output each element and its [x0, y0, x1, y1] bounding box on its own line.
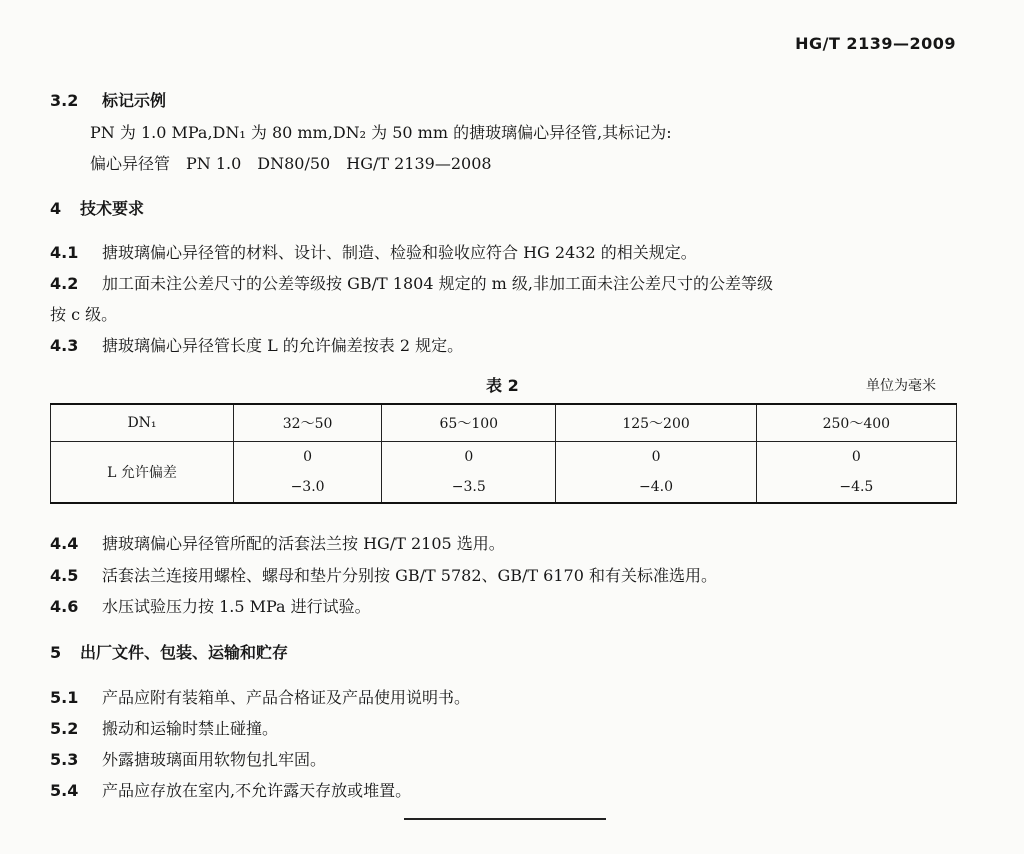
- clause-number: 5.1: [50, 688, 79, 707]
- lower-deviation: −3.5: [451, 479, 486, 495]
- table-cell: [556, 442, 756, 504]
- table-cell: [382, 442, 556, 504]
- clause-number: 4.5: [50, 566, 79, 585]
- section-3-2-heading: [50, 88, 166, 111]
- section-number: 5: [50, 643, 62, 662]
- table-title: 表 2: [486, 376, 519, 395]
- section-title: 技术要求: [80, 199, 145, 218]
- upper-deviation: 0: [464, 449, 474, 465]
- standard-code: HG/T 2139—2009: [795, 34, 956, 53]
- upper-deviation: 0: [851, 449, 861, 465]
- clause-5-2: [50, 716, 278, 739]
- clause-4-1: [50, 240, 697, 263]
- clause-text: 搬动和运输时禁止碰撞。: [102, 719, 279, 738]
- lower-deviation: −4.0: [639, 479, 674, 495]
- section-title: 标记示例: [102, 91, 167, 110]
- row-label: L 允许偏差: [51, 442, 234, 504]
- section-number: 3.2: [50, 91, 79, 110]
- table-header-cell: 125～200: [556, 404, 756, 442]
- clause-number: 4.1: [50, 243, 79, 262]
- clause-text: 搪玻璃偏心异径管长度 L 的允许偏差按表 2 规定。: [102, 336, 464, 355]
- table-header-cell: 250～400: [756, 404, 956, 442]
- clause-number: 5.3: [50, 750, 79, 769]
- clause-number: 5.4: [50, 781, 79, 800]
- section-4-heading: [50, 196, 144, 219]
- lower-deviation: −3.0: [290, 479, 325, 495]
- clause-5-4: [50, 778, 411, 801]
- clause-text: 外露搪玻璃面用软物包扎牢固。: [102, 750, 327, 769]
- table-header-cell: 65～100: [382, 404, 556, 442]
- marking-example-line-1: PN 为 1.0 MPa,DN₁ 为 80 mm,DN₂ 为 50 mm 的搪玻璃偏心异径管,其标记为:: [90, 123, 672, 142]
- clause-4-6: [50, 594, 371, 617]
- clause-4-2: [50, 271, 773, 294]
- clause-number: 4.6: [50, 597, 79, 616]
- table-header-row: [51, 404, 957, 442]
- clause-number: 4.4: [50, 534, 79, 553]
- table-unit: 单位为毫米: [866, 378, 936, 394]
- section-5-heading: [50, 640, 288, 663]
- clause-4-2-continuation: 按 c 级。: [50, 305, 118, 324]
- table-row: [51, 442, 957, 504]
- table-cell: [234, 442, 382, 504]
- lower-deviation: −4.5: [839, 479, 874, 495]
- upper-deviation: 0: [303, 449, 313, 465]
- table-header-cell: DN₁: [51, 404, 234, 442]
- tolerance-table: [50, 403, 957, 504]
- clause-text: 加工面未注公差尺寸的公差等级按 GB/T 1804 规定的 m 级,非加工面未注公差尺寸的公差等级: [102, 274, 774, 293]
- clause-number: 5.2: [50, 719, 79, 738]
- clause-4-4: [50, 531, 505, 554]
- clause-text: 活套法兰连接用螺栓、螺母和垫片分别按 GB/T 5782、GB/T 6170 和有关标准选用。: [102, 566, 717, 585]
- clause-text: 产品应存放在室内,不允许露天存放或堆置。: [102, 781, 412, 800]
- table-cell: [756, 442, 956, 504]
- section-title: 出厂文件、包装、运输和贮存: [80, 643, 289, 662]
- clause-text: 搪玻璃偏心异径管的材料、设计、制造、检验和验收应符合 HG 2432 的相关规定。: [102, 243, 697, 262]
- end-rule: [404, 818, 606, 820]
- table-header-cell: 32～50: [234, 404, 382, 442]
- clause-number: 4.2: [50, 274, 79, 293]
- marking-example-line-2: 偏心异径管 PN 1.0 DN80/50 HG/T 2139—2008: [90, 154, 492, 173]
- clause-4-5: [50, 563, 717, 586]
- clause-5-1: [50, 685, 470, 708]
- clause-5-3: [50, 747, 326, 770]
- clause-4-3: [50, 333, 463, 356]
- clause-text: 搪玻璃偏心异径管所配的活套法兰按 HG/T 2105 选用。: [102, 534, 505, 553]
- clause-number: 4.3: [50, 336, 79, 355]
- clause-text: 产品应附有装箱单、产品合格证及产品使用说明书。: [102, 688, 471, 707]
- clause-text: 水压试验压力按 1.5 MPa 进行试验。: [102, 597, 371, 616]
- section-number: 4: [50, 199, 62, 218]
- upper-deviation: 0: [651, 449, 661, 465]
